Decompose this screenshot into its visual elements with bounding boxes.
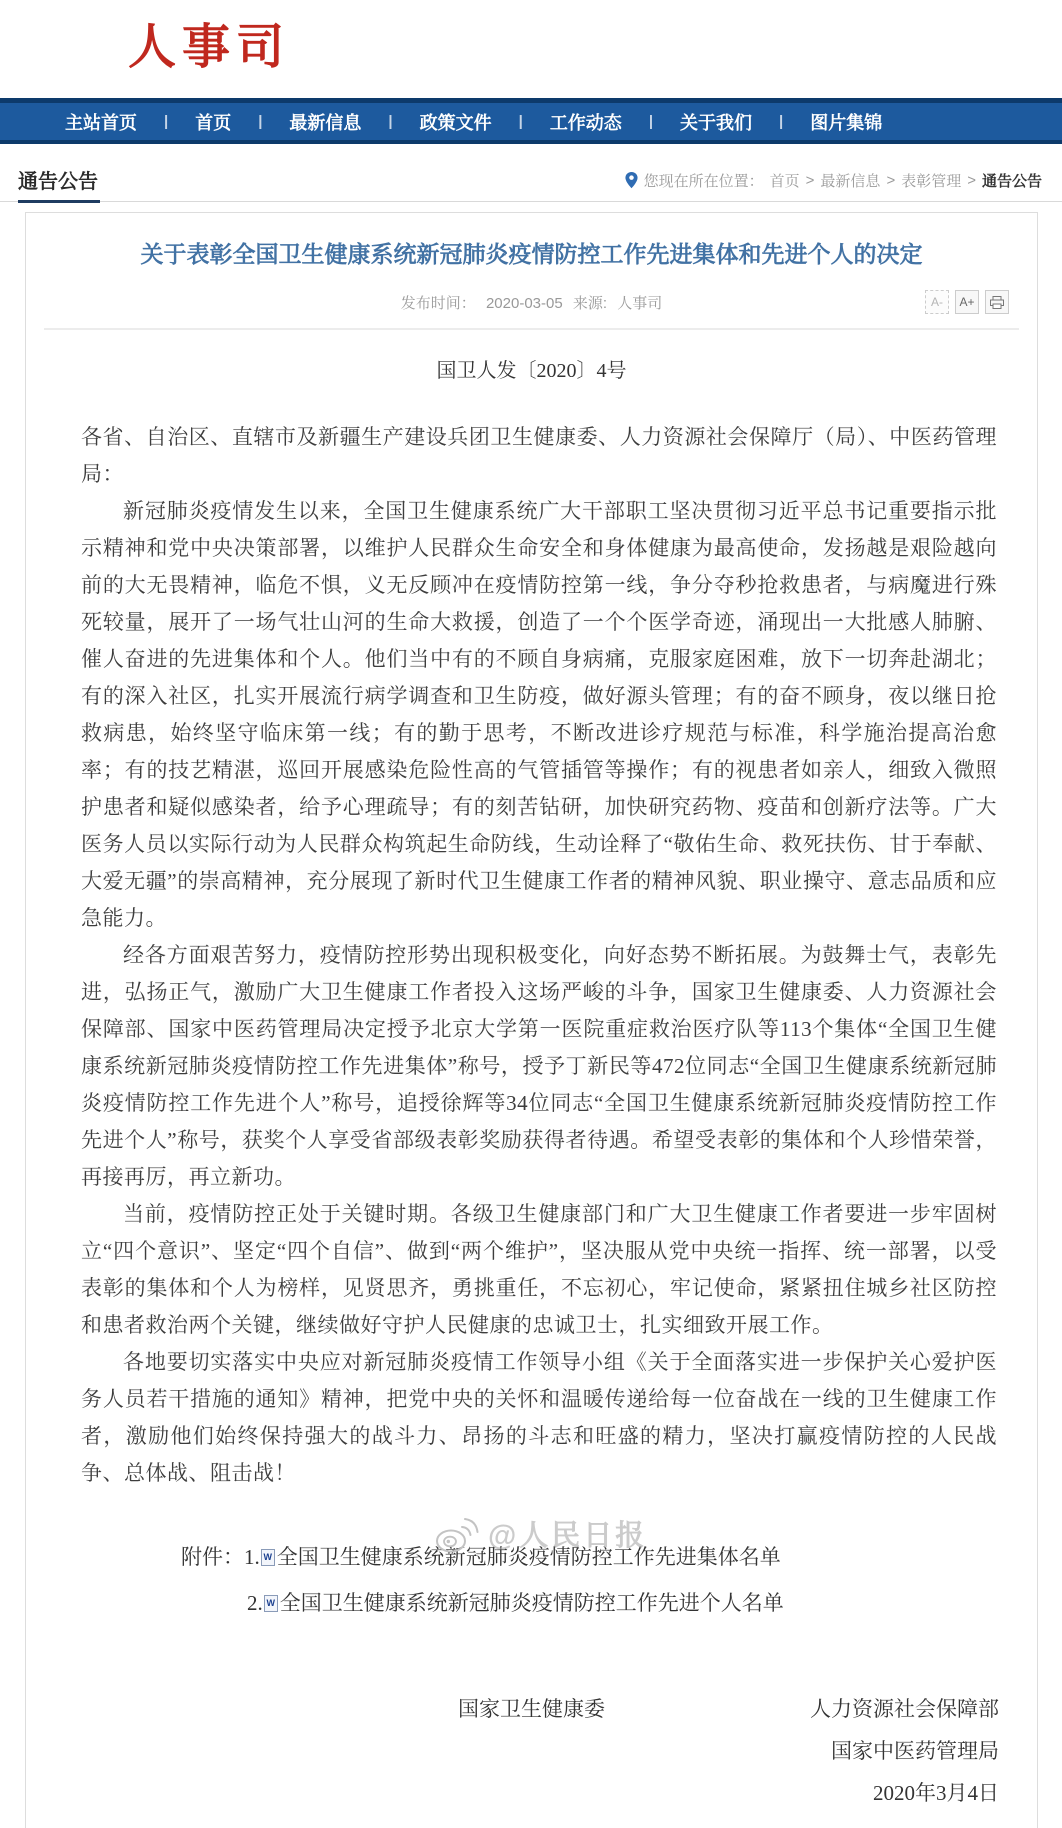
attachment-link-individuals[interactable]: 全国卫生健康系统新冠肺炎疫情防控工作先进个人名单: [279, 1591, 784, 1616]
salutation-paragraph: 各省、自治区、直辖市及新疆生产建设兵团卫生健康委、人力资源社会保障厅（局）、中医药管理局：: [81, 425, 997, 487]
nav-separator: |: [164, 113, 169, 130]
attachment-line: [181, 1534, 1037, 1580]
article-container: [25, 212, 1038, 1828]
breadcrumb: [625, 170, 1062, 201]
signature-nhc: 国家卫生健康委: [458, 1697, 605, 1722]
printer-icon: [990, 296, 1004, 309]
meta-divider: [44, 328, 1019, 330]
nav-item-work-updates[interactable]: 工作动态: [549, 112, 622, 133]
breadcrumb-current: 通告公告: [981, 173, 1042, 190]
nav-item-photo-gallery[interactable]: 图片集锦: [810, 112, 883, 133]
article-meta-row: [26, 292, 1037, 318]
breadcrumb-separator: >: [805, 172, 815, 189]
attachment-link-collectives[interactable]: 全国卫生健康系统新冠肺炎疫情防控工作先进集体名单: [276, 1545, 781, 1570]
attachment-line: [181, 1580, 1037, 1626]
breadcrumb-link-home[interactable]: 首页: [769, 173, 800, 190]
attachments-section: [26, 1534, 1037, 1626]
publish-time-label: 发布时间：: [400, 295, 476, 313]
signature-right-block: [810, 1688, 999, 1814]
site-header: [0, 0, 1062, 98]
nav-separator: |: [779, 113, 784, 130]
breadcrumb-link-commendation-management[interactable]: 表彰管理: [901, 173, 962, 190]
main-nav: [0, 98, 1062, 144]
nav-item-latest-news[interactable]: 最新信息: [289, 112, 362, 133]
article-body: [26, 419, 1037, 1492]
body-paragraph: 各地要切实落实中央应对新冠肺炎疫情工作领导小组《关于全面落实进一步保护关心爱护医务人员若干措施的通知》精神，把党中央的关怀和温暖传递给每一位奋战在一线的卫生健康工作者，激励他们始终保持强大的战斗力、昂扬的斗志和旺盛的精力，坚决打赢疫情防控的人民战争、总体战、阻击战！: [81, 1350, 997, 1486]
publish-time-value: 2020-03-05: [485, 295, 563, 313]
breadcrumb-separator: >: [886, 172, 896, 189]
attachments-label: 附件：: [181, 1545, 244, 1570]
body-paragraph: 新冠肺炎疫情发生以来，全国卫生健康系统广大干部职工坚决贯彻习近平总书记重要指示批示精神和党中央决策部署，以维护人民群众生命安全和身体健康为最高使命，发扬越是艰险越向前的大无畏精神，临危不惧，义无反顾冲在疫情防控第一线，争分夺秒抢救患者，与病魔进行殊死较量，展开了一场气壮山河的生命大救援，创造了一个个医学奇迹，涌现出一大批感人肺腑、催人奋进的先进集体和个人。他们当中有的不顾自身病痛，克服家庭困难，放下一切奔赴湖北；有的深入社区，扎实开展流行病学调查和卫生防疫，做好源头管理；有的奋不顾身，夜以继日抢救病患，始终坚守临床第一线；有的勤于思考，不断改进诊疗规范与标准，科学施治提高治愈率；有的技艺精湛，巡回开展感染危险性高的气管插管等操作；有的视患者如亲人，细致入微照护患者和疑似感染者，给予心理疏导；有的刻苦钻研，加快研究药物、疫苗和创新疗法等。广大医务人员以实际行动为人民群众构筑起生命防线，生动诠释了“敬佑生命、救死扶伤、甘于奉献、大爱无疆”的崇高精神，充分展现了新时代卫生健康工作者的精神风貌、职业操守、意志品质和应急能力。: [81, 499, 997, 931]
body-paragraph: 经各方面艰苦努力，疫情防控形势出现积极变化，向好态势不断拓展。为鼓舞士气，表彰先进，弘扬正气，激励广大卫生健康工作者投入这场严峻的斗争，国家卫生健康委、人力资源社会保障部、国家中医药管理局决定授予北京大学第一医院重症救治医疗队等113个集体“全国卫生健康系统新冠肺炎疫情防控工作先进集体”称号，授予丁新民等472位同志“全国卫生健康系统新冠肺炎疫情防控工作先进个人”称号，追授徐辉等34位同志“全国卫生健康系统新冠肺炎疫情防控工作先进个人”称号，获奖个人享受省部级表彰奖励获得者待遇。希望受表彰的集体和个人珍惜荣誉，再接再厉，再立新功。: [81, 943, 997, 1190]
font-decrease-button[interactable]: A-: [925, 290, 949, 314]
document-number: 国卫人发〔2020〕4号: [436, 360, 627, 383]
body-paragraph: 当前，疫情防控正处于关键时期。各级卫生健康部门和广大卫生健康工作者要进一步牢固树立“四个意识”、坚定“四个自信”、做到“两个维护”，坚决服从党中央统一指挥、统一部署，以受表彰的集体和个人为榜样，见贤思齐，勇挑重任，不忘初心，牢记使命，紧紧扭住城乡社区防控和患者救治两个关键，继续做好守护人民健康的忠诚卫士，扎实细致开展工作。: [81, 1202, 997, 1338]
article-meta: [26, 292, 1037, 313]
nav-separator: |: [258, 113, 263, 130]
source-value: 人事司: [617, 295, 663, 313]
signature-date: 2020年3月4日: [873, 1781, 999, 1806]
breadcrumb-location-label: 您现在所在位置：: [643, 173, 764, 190]
signature-tcm-administration: 国家中医药管理局: [831, 1739, 999, 1764]
breadcrumb-link-latest-news[interactable]: 最新信息: [820, 173, 881, 190]
weibo-watermark-text: @人民日报: [488, 1520, 648, 1552]
signatures-section: [26, 1688, 1037, 1828]
site-logo: 人事司: [128, 21, 291, 74]
nav-item-policy-documents[interactable]: 政策文件: [419, 112, 492, 133]
font-increase-button[interactable]: A+: [955, 290, 979, 314]
breadcrumb-row: [0, 144, 1062, 202]
nav-item-home[interactable]: 首页: [195, 112, 232, 133]
nav-separator: |: [518, 113, 523, 130]
article-tools: [925, 290, 1009, 314]
nav-separator: |: [648, 113, 654, 130]
nav-separator: |: [388, 113, 393, 130]
nav-item-main-home[interactable]: 主站首页: [65, 112, 137, 133]
article-title: 关于表彰全国卫生健康系统新冠肺炎疫情防控工作先进集体和先进个人的决定: [140, 241, 923, 267]
print-button[interactable]: [985, 290, 1009, 314]
breadcrumb-separator: >: [967, 172, 976, 189]
attachment-number: 1.: [244, 1545, 260, 1570]
word-doc-icon: W: [264, 1595, 278, 1612]
attachment-number: 2.: [247, 1591, 263, 1616]
location-pin-icon: [625, 172, 638, 189]
source-label: 来源:: [572, 295, 608, 313]
word-doc-icon: W: [261, 1549, 275, 1566]
signature-mohrss: 人力资源社会保障部: [810, 1697, 999, 1722]
nav-item-about-us[interactable]: 关于我们: [680, 112, 753, 133]
section-title: 通告公告: [18, 165, 100, 203]
